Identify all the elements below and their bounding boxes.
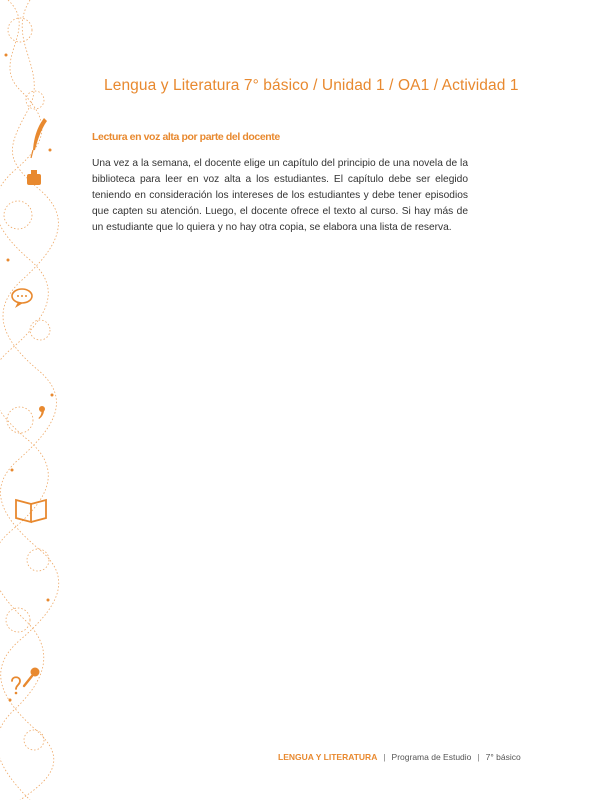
section-heading: Lectura en voz alta por parte del docente — [92, 131, 280, 143]
footer-grade: 7° básico — [485, 752, 521, 762]
speech-bubble-icon — [12, 289, 32, 308]
page-footer — [278, 752, 578, 762]
margin-decoration — [0, 0, 60, 800]
open-book-icon — [16, 500, 46, 522]
footer-subject: LENGUA Y LITERATURA — [278, 752, 378, 762]
body-paragraph: Una vez a la semana, el docente elige un capítulo del principio de una novela de la biblioteca para leer en voz alta a los estudiantes. El capítulo debe ser elegido teniendo en consideración los intereses de los estudiantes y debe tener episodios que capten su atención. Luego, el docente ofrece el texto al curso. Si hay más de un estudiante que lo quiera y no hay otra copia, se elabora una lista de reserva. — [92, 158, 468, 233]
question-mark-icon — [12, 677, 20, 694]
comma-icon — [39, 406, 46, 419]
footer-separator: | — [383, 752, 386, 762]
footer-separator-2: | — [477, 752, 480, 762]
feather-quill-icon — [31, 118, 47, 158]
ink-bottle-icon — [27, 170, 41, 185]
microphone-icon — [24, 668, 40, 687]
page-header-title: Lengua y Literatura 7° básico / Unidad 1 / OA1 / Actividad 1 — [104, 77, 519, 94]
footer-program: Programa de Estudio — [391, 752, 472, 762]
